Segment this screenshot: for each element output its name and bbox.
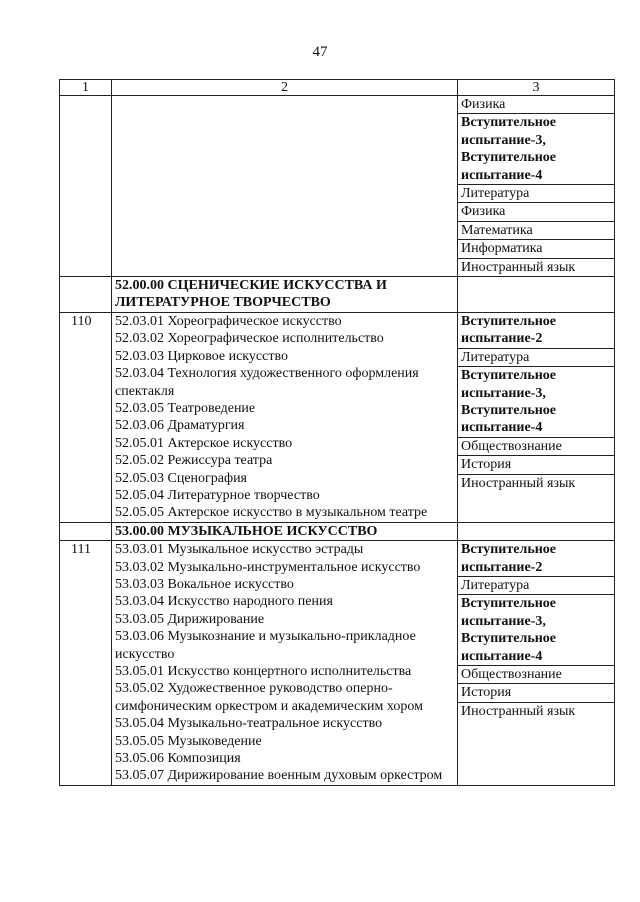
header-col-1: 1 xyxy=(60,80,112,96)
specialty-item: 52.03.04 Технология художественного оформления спектакля xyxy=(115,366,419,399)
row-number-cell xyxy=(60,96,112,277)
specialty-item: 52.03.03 Цирковое искусство xyxy=(115,348,288,364)
specialty-item: 53.03.06 Музыкознание и музыкально-прикладное искусство xyxy=(115,629,416,662)
section-number-cell xyxy=(60,522,112,540)
exam-requirement: Вступительное испытание-3, Вступительное испытание-4 xyxy=(458,114,614,185)
requirements-cell xyxy=(458,96,615,277)
subject-requirement: Иностранный язык xyxy=(461,475,576,491)
exam-requirement: Вступительное испытание-2 xyxy=(458,313,614,349)
subject-requirement: История xyxy=(458,684,614,702)
specialty-item: 53.05.04 Музыкально-театральное искусство xyxy=(115,716,383,732)
specialty-item: 52.03.02 Хореографическое исполнительство xyxy=(115,331,384,347)
specialty-item: 53.03.04 Искусство народного пения xyxy=(115,594,333,610)
specialty-item: 53.05.02 Художественное руководство оперно-симфоническим оркестром и академическим хором xyxy=(115,681,423,714)
subject-requirement: Иностранный язык xyxy=(461,259,576,275)
section-empty-cell xyxy=(458,522,615,540)
specialty-item: 52.05.03 Сценография xyxy=(115,470,247,486)
header-row xyxy=(60,80,615,96)
specialty-item: 53.03.01 Музыкальное искусство эстрады xyxy=(115,542,364,558)
section-empty-cell xyxy=(458,277,615,313)
specialty-item: 52.03.06 Драматургия xyxy=(115,418,245,434)
page-number: 47 xyxy=(312,44,328,60)
specialty-item: 53.05.01 Искусство концертного исполнительства xyxy=(115,664,412,679)
specialties-cell xyxy=(112,541,458,786)
specialty-item: 52.05.05 Актерское искусство в музыкальном театре xyxy=(115,505,428,521)
section-header-row xyxy=(60,277,615,313)
exam-requirement: Вступительное испытание-3, Вступительное испытание-4 xyxy=(458,367,614,438)
specialty-item: 52.05.04 Литературное творчество xyxy=(115,487,320,503)
section-header-row xyxy=(60,522,615,540)
specialties-cell xyxy=(112,312,458,522)
row-number: 111 xyxy=(60,541,112,786)
section-title-53: 53.00.00 МУЗЫКАЛЬНОЕ ИСКУССТВО xyxy=(112,522,458,540)
header-col-3: 3 xyxy=(458,80,615,96)
exam-requirement: Вступительное испытание-3, Вступительное испытание-4 xyxy=(458,595,614,666)
table-row xyxy=(60,541,615,786)
requirements-cell xyxy=(458,541,615,786)
specialty-item: 52.03.01 Хореографическое искусство xyxy=(115,313,342,329)
specialty-item: 53.03.03 Вокальное искусство xyxy=(115,576,294,592)
subject-requirement: Иностранный язык xyxy=(461,703,576,719)
specialty-item: 52.05.02 Режиссура театра xyxy=(115,453,273,469)
continuation-row xyxy=(60,96,615,277)
subject-requirement: Обществознание xyxy=(458,438,614,456)
table-row xyxy=(60,312,615,522)
subject-requirement: Литература xyxy=(458,185,614,203)
specialty-item: 53.05.05 Музыковедение xyxy=(115,733,262,749)
row-number: 110 xyxy=(60,312,112,522)
subject-requirement: Информатика xyxy=(458,240,614,258)
admission-table xyxy=(59,79,615,786)
exam-requirement: Вступительное испытание-2 xyxy=(458,541,614,577)
subject-requirement: Физика xyxy=(458,96,614,114)
subject-requirement: История xyxy=(458,456,614,474)
subject-requirement: Физика xyxy=(458,203,614,221)
section-title-52: 52.00.00 СЦЕНИЧЕСКИЕ ИСКУССТВА И ЛИТЕРАТУРНОЕ ТВОРЧЕСТВО xyxy=(112,277,458,313)
subject-requirement: Математика xyxy=(458,222,614,240)
specialty-item: 53.05.06 Композиция xyxy=(115,751,241,767)
subject-requirement: Обществознание xyxy=(458,666,614,684)
specialty-item: 53.05.07 Дирижирование военным духовым оркестром xyxy=(115,768,443,784)
specialty-item: 52.05.01 Актерское искусство xyxy=(115,435,293,451)
subject-requirement: Литература xyxy=(458,349,614,367)
specialty-item: 53.03.05 Дирижирование xyxy=(115,611,265,627)
specialty-item: 52.03.05 Театроведение xyxy=(115,400,256,416)
section-number-cell xyxy=(60,277,112,313)
subject-requirement: Литература xyxy=(458,577,614,595)
specialty-item: 53.03.02 Музыкально-инструментальное искусство xyxy=(115,559,421,575)
header-col-2: 2 xyxy=(112,80,458,96)
requirements-cell xyxy=(458,312,615,522)
specialties-cell xyxy=(112,96,458,277)
